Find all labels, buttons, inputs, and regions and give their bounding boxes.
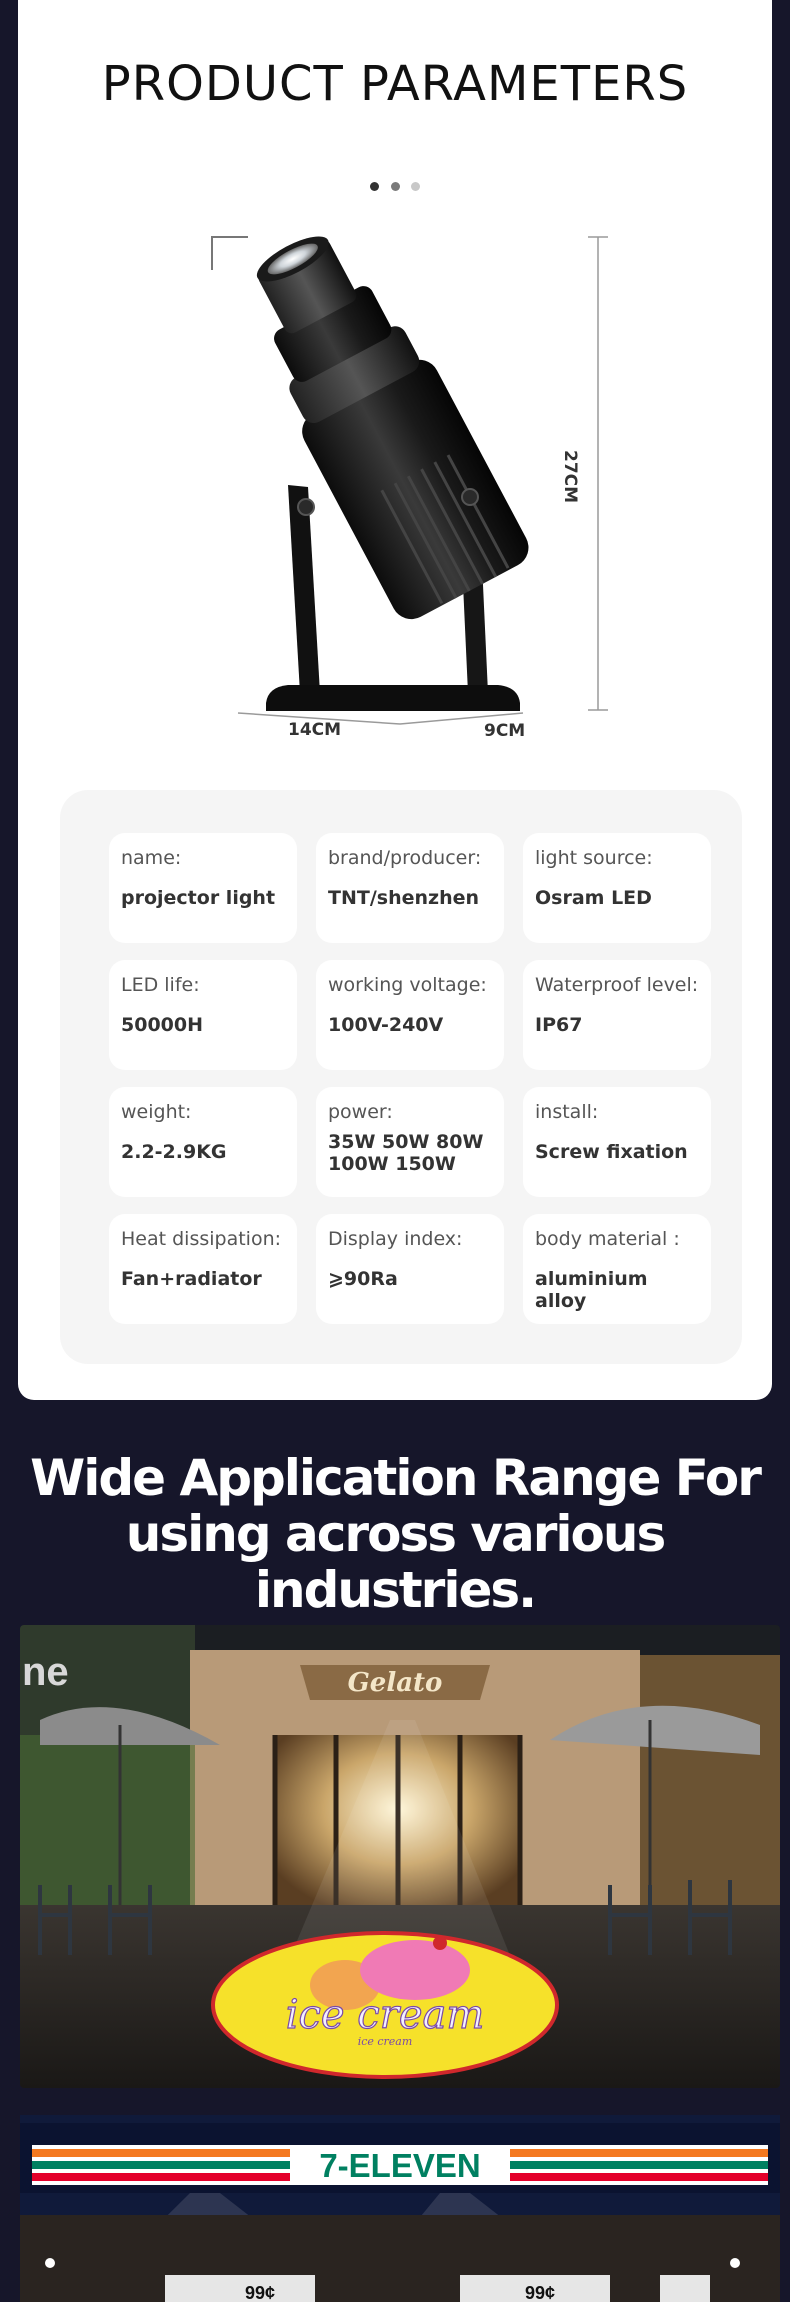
param-card xyxy=(316,1214,504,1324)
param-card xyxy=(109,833,297,943)
page-title: PRODUCT PARAMETERS xyxy=(101,56,689,112)
projection-text: ice cream xyxy=(285,1992,485,2038)
param-value: projector light xyxy=(121,886,276,909)
param-value: ⩾90Ra xyxy=(328,1267,398,1290)
param-value: Screw fixation xyxy=(535,1140,688,1163)
param-card xyxy=(316,1087,504,1197)
param-value: TNT/shenzhen xyxy=(328,886,480,909)
param-value: Osram LED xyxy=(535,886,652,909)
param-value: 100V-240V xyxy=(328,1013,444,1036)
carousel-dots xyxy=(18,176,772,195)
param-card xyxy=(316,833,504,943)
param-card xyxy=(523,960,711,1070)
height-dimension-label: 27CM xyxy=(560,450,580,504)
price-tag-right: 99¢ xyxy=(525,2283,556,2302)
param-card xyxy=(523,1087,711,1197)
gelato-scene-illustration xyxy=(20,1625,780,2088)
param-label: install: xyxy=(535,1101,599,1123)
seven-eleven-illustration xyxy=(20,2115,780,2302)
param-value: Fan+radiator xyxy=(121,1267,262,1290)
param-label: working voltage: xyxy=(328,974,487,996)
param-label: LED life: xyxy=(121,974,200,996)
carousel-dot[interactable] xyxy=(391,182,400,191)
product-parameters-card xyxy=(18,0,772,1400)
parameters-panel xyxy=(60,790,742,1364)
param-label: light source: xyxy=(535,847,653,869)
param-value: IP67 xyxy=(535,1013,583,1036)
shop-letters: ne xyxy=(22,1650,69,1694)
param-label: brand/producer: xyxy=(328,847,482,869)
param-label: body material : xyxy=(535,1228,680,1250)
param-label: Display index: xyxy=(328,1228,463,1250)
width-dimension-label: 14CM xyxy=(288,720,342,740)
param-card xyxy=(109,1087,297,1197)
carousel-dot[interactable] xyxy=(370,182,379,191)
param-card xyxy=(109,960,297,1070)
param-card xyxy=(109,1214,297,1324)
param-value: 2.2-2.9KG xyxy=(121,1140,227,1163)
param-card xyxy=(523,833,711,943)
projection-subtext: ice cream xyxy=(357,2035,413,2048)
param-label: name: xyxy=(121,847,182,869)
param-value: 50000H xyxy=(121,1013,204,1036)
headline-line-1: Wide Application Range For xyxy=(30,1449,760,1507)
param-value: aluminium alloy xyxy=(535,1267,648,1312)
param-card xyxy=(523,1214,711,1324)
product-image xyxy=(188,225,628,755)
param-label: Waterproof level: xyxy=(535,974,699,996)
application-headline xyxy=(0,1450,790,1618)
param-value: 35W 50W 80W 100W 150W xyxy=(328,1130,484,1175)
param-label: weight: xyxy=(121,1101,192,1123)
param-label: Heat dissipation: xyxy=(121,1228,282,1250)
gelato-shop-scene xyxy=(20,1625,780,2088)
seven-eleven-sign: 7-ELEVEN xyxy=(319,2147,481,2184)
gelato-sign: Gelato xyxy=(347,1668,443,1698)
headline-line-2: using across various industries. xyxy=(125,1505,665,1619)
carousel-dot[interactable] xyxy=(411,182,420,191)
price-tag-left: 99¢ xyxy=(245,2283,276,2302)
depth-dimension-label: 9CM xyxy=(484,721,526,741)
param-label: power: xyxy=(328,1101,393,1123)
seven-eleven-scene xyxy=(20,2115,780,2302)
param-card xyxy=(316,960,504,1070)
